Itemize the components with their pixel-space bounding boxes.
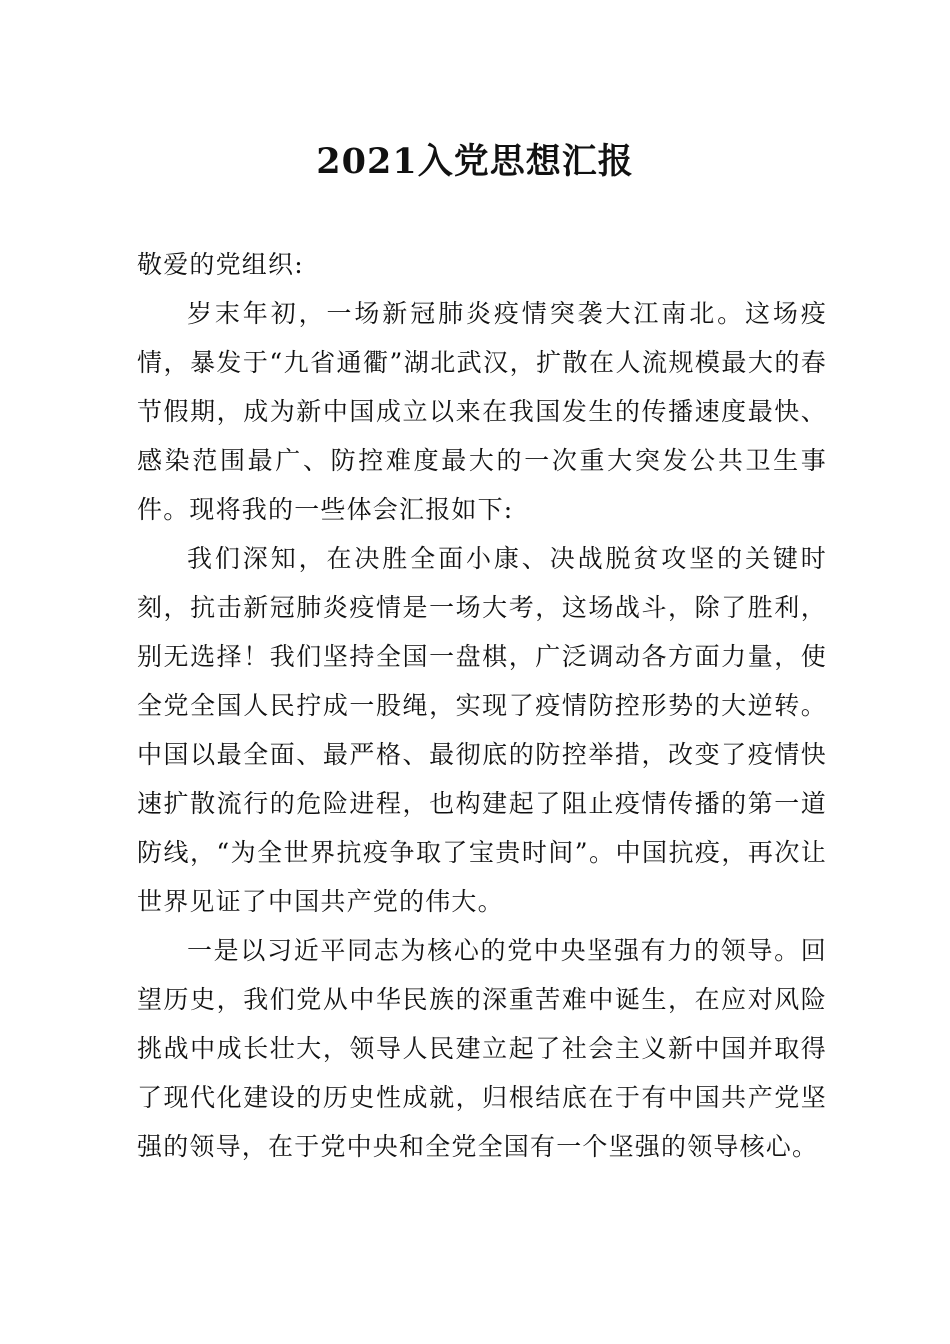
- document-body: [137, 240, 827, 1171]
- document-title: 2021入党思想汇报: [316, 141, 634, 182]
- paragraph-2: 我们深知，在决胜全面小康、决战脱贫攻坚的关键时刻，抗击新冠肺炎疫情是一场大考，这场战斗，除了胜利，别无选择！我们坚持全国一盘棋，广泛调动各方面力量，使全党全国人民拧成一股绳，实现了疫情防控形势的大逆转。中国以最全面、最严格、最彻底的防控举措，改变了疫情快速扩散流行的危险进程，也构建起了阻止疫情传播的第一道防线，“为全世界抗疫争取了宝贵时间”。中国抗疫，再次让世界见证了中国共产党的伟大。: [137, 544, 827, 916]
- paragraph-3: 一是以习近平同志为核心的党中央坚强有力的领导。回望历史，我们党从中华民族的深重苦难中诞生，在应对风险挑战中成长壮大，领导人民建立起了社会主义新中国并取得了现代化建设的历史性成就，归根结底在于有中国共产党坚强的领导，在于党中央和全党全国有一个坚强的领导核心。: [137, 936, 827, 1161]
- salutation: 敬爱的党组织:: [137, 250, 304, 279]
- paragraph-1: 岁末年初，一场新冠肺炎疫情突袭大江南北。这场疫情，暴发于“九省通衢”湖北武汉，扩散在人流规模最大的春节假期，成为新中国成立以来在我国发生的传播速度最快、感染范围最广、防控难度最大的一次重大突发公共卫生事件。现将我的一些体会汇报如下:: [137, 299, 827, 524]
